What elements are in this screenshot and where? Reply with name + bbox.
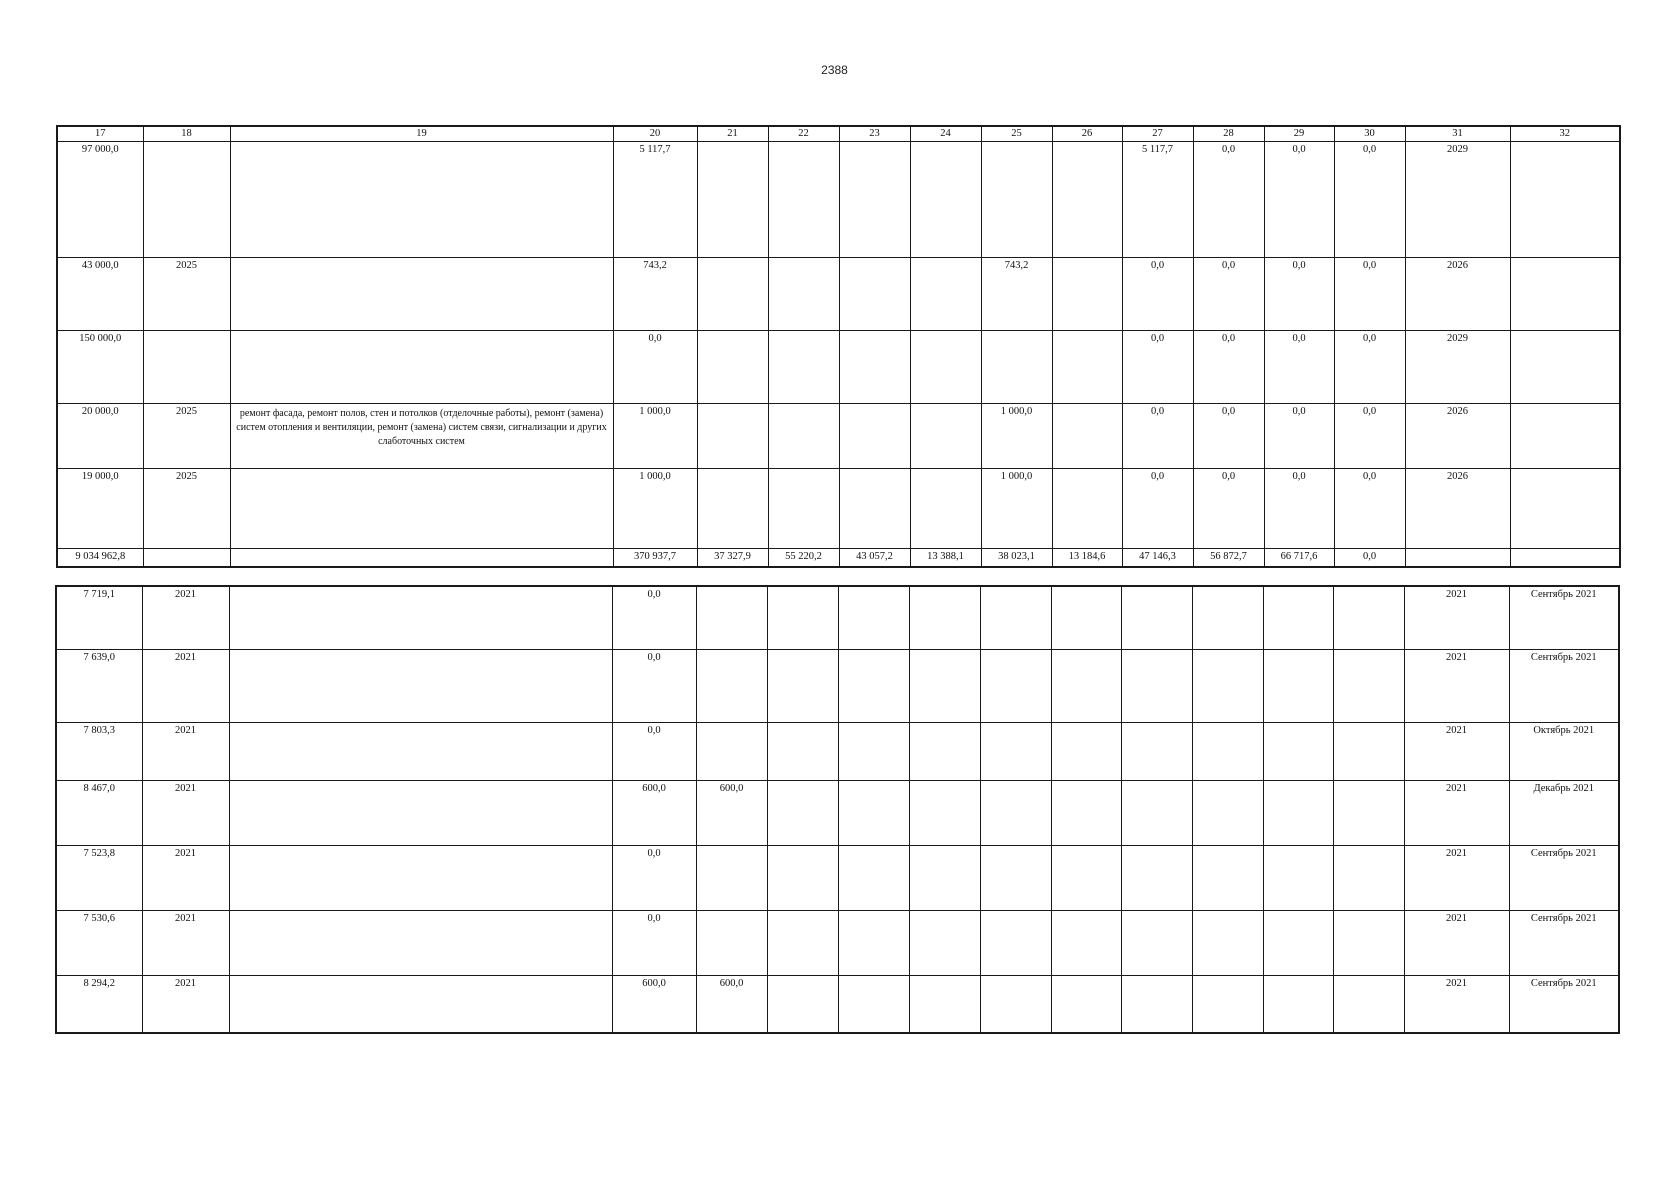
table-cell-col-25: 38 023,1 (981, 549, 1052, 567)
table-cell-col-25 (980, 649, 1051, 722)
column-number-20: 20 (613, 126, 697, 142)
table-cell-col-32: Сентябрь 2021 (1509, 975, 1619, 1033)
table-cell-col-29: 0,0 (1264, 469, 1334, 549)
bottom-table-row (56, 975, 1619, 1033)
table-cell-col-27 (1121, 780, 1192, 845)
table-cell-col-32: Сентябрь 2021 (1509, 910, 1619, 975)
table-cell-col-17: 7 530,6 (56, 910, 142, 975)
table-cell-col-31: 2021 (1404, 586, 1509, 649)
table-cell-col-28: 0,0 (1193, 142, 1264, 258)
table-cell-col-22 (768, 404, 839, 469)
table-cell-col-30 (1333, 649, 1404, 722)
table-cell-col-26: 13 184,6 (1052, 549, 1122, 567)
table-cell-col-19 (230, 549, 613, 567)
table-cell-col-25 (980, 975, 1051, 1033)
table-cell-col-20: 1 000,0 (613, 469, 697, 549)
bottom-table-row (56, 845, 1619, 910)
table-cell-col-23 (838, 649, 909, 722)
table-cell-col-21: 600,0 (696, 975, 767, 1033)
table-cell-col-23 (838, 975, 909, 1033)
table-cell-col-22 (767, 722, 838, 780)
table-cell-col-17: 7 803,3 (56, 722, 142, 780)
table-cell-col-29 (1263, 780, 1333, 845)
table-cell-col-24 (909, 975, 980, 1033)
table-cell-col-25: 1 000,0 (981, 404, 1052, 469)
table-cell-col-20: 600,0 (612, 780, 696, 845)
table-cell-col-17: 43 000,0 (57, 258, 143, 331)
bottom-table-row (56, 649, 1619, 722)
table-cell-col-26 (1052, 142, 1122, 258)
table-cell-col-30: 0,0 (1334, 404, 1405, 469)
table-cell-col-20: 1 000,0 (613, 404, 697, 469)
table-cell-col-31: 2021 (1404, 649, 1509, 722)
table-cell-col-26 (1052, 404, 1122, 469)
table-cell-col-26 (1052, 469, 1122, 549)
table-cell-col-31: 2029 (1405, 331, 1510, 404)
table-cell-col-20: 370 937,7 (613, 549, 697, 567)
table-cell-col-21 (696, 649, 767, 722)
table-cell-col-26 (1051, 722, 1121, 780)
table-cell-col-27: 0,0 (1122, 258, 1193, 331)
table-cell-col-32: Сентябрь 2021 (1509, 586, 1619, 649)
table-cell-col-31: 2026 (1405, 469, 1510, 549)
column-number-31: 31 (1405, 126, 1510, 142)
table-cell-col-17: 20 000,0 (57, 404, 143, 469)
table-cell-col-23 (839, 258, 910, 331)
column-number-29: 29 (1264, 126, 1334, 142)
table-cell-col-20: 5 117,7 (613, 142, 697, 258)
table-cell-col-21 (696, 722, 767, 780)
page-number: 2388 (821, 63, 848, 77)
bottom-table-row (56, 910, 1619, 975)
table-cell-col-28: 0,0 (1193, 331, 1264, 404)
table-cell-col-26 (1051, 910, 1121, 975)
table-cell-col-28: 0,0 (1193, 404, 1264, 469)
table-cell-col-31: 2021 (1404, 975, 1509, 1033)
table-cell-col-32 (1510, 469, 1620, 549)
table-cell-col-26 (1051, 586, 1121, 649)
table-cell-col-23 (838, 780, 909, 845)
table-cell-col-32: Сентябрь 2021 (1509, 845, 1619, 910)
table-cell-col-23 (838, 722, 909, 780)
column-number-32: 32 (1510, 126, 1620, 142)
table-cell-col-27: 0,0 (1122, 469, 1193, 549)
table-cell-col-23: 43 057,2 (839, 549, 910, 567)
table-cell-col-23 (839, 404, 910, 469)
table-cell-col-29 (1263, 910, 1333, 975)
table-cell-col-26 (1051, 780, 1121, 845)
table-cell-col-22 (767, 649, 838, 722)
table-cell-col-19 (229, 845, 612, 910)
column-number-18: 18 (143, 126, 230, 142)
table-cell-col-18: 2021 (142, 780, 229, 845)
table-cell-col-20: 0,0 (613, 331, 697, 404)
table-cell-col-30: 0,0 (1334, 469, 1405, 549)
table-cell-col-18: 2021 (142, 845, 229, 910)
table-cell-col-24 (910, 258, 981, 331)
table-cell-col-29: 0,0 (1264, 142, 1334, 258)
top-table-row (57, 469, 1620, 549)
table-cell-col-22 (767, 780, 838, 845)
table-cell-col-24 (909, 780, 980, 845)
table-cell-col-24: 13 388,1 (910, 549, 981, 567)
table-cell-col-30: 0,0 (1334, 142, 1405, 258)
table-cell-col-21 (697, 469, 768, 549)
table-cell-col-31: 2026 (1405, 258, 1510, 331)
table-cell-col-18: 2021 (142, 722, 229, 780)
table-cell-col-23 (838, 845, 909, 910)
table-cell-col-30 (1333, 586, 1404, 649)
table-cell-col-22 (767, 845, 838, 910)
table-cell-col-31: 2021 (1404, 845, 1509, 910)
table-cell-col-30: 0,0 (1334, 331, 1405, 404)
table-cell-col-32: Сентябрь 2021 (1509, 649, 1619, 722)
table-cell-col-25 (981, 142, 1052, 258)
table-cell-col-18: 2021 (142, 975, 229, 1033)
table-cell-col-27 (1121, 586, 1192, 649)
column-number-header (57, 126, 1620, 142)
table-cell-col-21: 37 327,9 (697, 549, 768, 567)
budget-table-top (56, 125, 1621, 568)
table-cell-col-18: 2025 (143, 404, 230, 469)
table-cell-col-28 (1192, 586, 1263, 649)
bottom-table-row (56, 722, 1619, 780)
table-cell-col-29 (1263, 722, 1333, 780)
table-cell-col-20: 0,0 (612, 586, 696, 649)
table-cell-col-24 (910, 142, 981, 258)
table-cell-col-17: 8 467,0 (56, 780, 142, 845)
table-cell-col-19 (230, 469, 613, 549)
top-table-row (57, 258, 1620, 331)
table-cell-col-28 (1192, 910, 1263, 975)
table-cell-col-19 (229, 649, 612, 722)
table-cell-col-22 (768, 142, 839, 258)
table-cell-col-26 (1051, 845, 1121, 910)
table-cell-col-21 (697, 404, 768, 469)
table-cell-col-24 (909, 845, 980, 910)
table-cell-col-27: 0,0 (1122, 404, 1193, 469)
table-cell-col-28 (1192, 845, 1263, 910)
table-cell-col-17: 19 000,0 (57, 469, 143, 549)
table-cell-col-19 (229, 780, 612, 845)
table-cell-col-27 (1121, 975, 1192, 1033)
table-cell-col-32 (1510, 331, 1620, 404)
table-cell-col-27: 0,0 (1122, 331, 1193, 404)
table-cell-col-20: 0,0 (612, 910, 696, 975)
table-cell-col-21 (696, 586, 767, 649)
table-cell-col-26 (1051, 649, 1121, 722)
table-cell-col-21 (697, 258, 768, 331)
table-cell-col-24 (909, 910, 980, 975)
table-cell-col-31: 2021 (1404, 780, 1509, 845)
table-cell-col-22 (768, 258, 839, 331)
table-cell-col-25: 1 000,0 (981, 469, 1052, 549)
table-cell-col-28: 0,0 (1193, 258, 1264, 331)
table-cell-col-30 (1333, 845, 1404, 910)
table-cell-col-29: 0,0 (1264, 331, 1334, 404)
budget-table-bottom (55, 585, 1620, 1034)
column-number-23: 23 (839, 126, 910, 142)
table-cell-col-18: 2025 (143, 469, 230, 549)
table-cell-col-28 (1192, 649, 1263, 722)
table-cell-col-28: 56 872,7 (1193, 549, 1264, 567)
table-cell-col-29 (1263, 586, 1333, 649)
table-cell-col-19 (230, 331, 613, 404)
column-number-21: 21 (697, 126, 768, 142)
table-cell-col-22 (767, 910, 838, 975)
table-cell-col-27: 47 146,3 (1122, 549, 1193, 567)
table-cell-col-32 (1510, 258, 1620, 331)
table-cell-col-27 (1121, 649, 1192, 722)
table-cell-col-32 (1510, 404, 1620, 469)
table-cell-col-19 (230, 258, 613, 331)
table-cell-col-21 (696, 845, 767, 910)
table-cell-col-19 (229, 975, 612, 1033)
table-cell-col-25 (980, 845, 1051, 910)
table-cell-col-18 (143, 331, 230, 404)
table-cell-col-24 (910, 469, 981, 549)
table-cell-col-20: 0,0 (612, 845, 696, 910)
table-cell-col-21 (697, 142, 768, 258)
table-cell-col-31: 2021 (1404, 722, 1509, 780)
table-cell-col-22 (767, 975, 838, 1033)
table-cell-col-32: Декабрь 2021 (1509, 780, 1619, 845)
table-cell-col-29: 66 717,6 (1264, 549, 1334, 567)
table-cell-col-29 (1263, 649, 1333, 722)
table-cell-col-30: 0,0 (1334, 549, 1405, 567)
table-cell-col-26 (1052, 258, 1122, 331)
table-cell-col-24 (910, 404, 981, 469)
table-cell-col-20: 600,0 (612, 975, 696, 1033)
bottom-table-row (56, 780, 1619, 845)
table-cell-col-31: 2026 (1405, 404, 1510, 469)
table-cell-col-22: 55 220,2 (768, 549, 839, 567)
table-cell-col-22 (768, 469, 839, 549)
top-table-row (57, 549, 1620, 567)
table-cell-col-20: 743,2 (613, 258, 697, 331)
top-table-row (57, 404, 1620, 469)
table-cell-col-25 (980, 780, 1051, 845)
table-cell-col-18: 2021 (142, 649, 229, 722)
table-cell-col-24 (909, 649, 980, 722)
table-cell-col-28 (1192, 780, 1263, 845)
table-cell-col-23 (838, 910, 909, 975)
table-cell-col-29 (1263, 845, 1333, 910)
table-cell-col-27 (1121, 845, 1192, 910)
top-table-row (57, 331, 1620, 404)
table-cell-col-28 (1192, 975, 1263, 1033)
table-cell-col-30: 0,0 (1334, 258, 1405, 331)
table-cell-col-22 (767, 586, 838, 649)
column-number-25: 25 (981, 126, 1052, 142)
table-cell-col-17: 97 000,0 (57, 142, 143, 258)
table-cell-col-24 (909, 586, 980, 649)
table-cell-col-23 (839, 469, 910, 549)
table-cell-col-25 (981, 331, 1052, 404)
table-cell-col-25 (980, 586, 1051, 649)
table-cell-col-27: 5 117,7 (1122, 142, 1193, 258)
table-cell-col-18 (143, 142, 230, 258)
column-number-30: 30 (1334, 126, 1405, 142)
column-number-17: 17 (57, 126, 143, 142)
table-cell-col-17: 7 719,1 (56, 586, 142, 649)
column-number-27: 27 (1122, 126, 1193, 142)
column-number-26: 26 (1052, 126, 1122, 142)
table-cell-col-18: 2021 (142, 586, 229, 649)
table-cell-col-32 (1510, 549, 1620, 567)
bottom-table-row (56, 586, 1619, 649)
table-cell-col-27 (1121, 910, 1192, 975)
table-cell-col-18: 2021 (142, 910, 229, 975)
table-cell-col-29 (1263, 975, 1333, 1033)
table-cell-col-23 (839, 142, 910, 258)
table-cell-col-18 (143, 549, 230, 567)
table-cell-col-29: 0,0 (1264, 404, 1334, 469)
table-cell-col-17: 8 294,2 (56, 975, 142, 1033)
column-number-28: 28 (1193, 126, 1264, 142)
table-cell-col-17: 7 523,8 (56, 845, 142, 910)
table-cell-col-19 (229, 910, 612, 975)
table-cell-col-32 (1510, 142, 1620, 258)
table-cell-col-30 (1333, 975, 1404, 1033)
table-cell-col-17: 150 000,0 (57, 331, 143, 404)
table-cell-col-32: Октябрь 2021 (1509, 722, 1619, 780)
table-cell-col-25 (980, 910, 1051, 975)
table-cell-col-27 (1121, 722, 1192, 780)
table-cell-col-31 (1405, 549, 1510, 567)
table-cell-col-29: 0,0 (1264, 258, 1334, 331)
table-cell-col-30 (1333, 780, 1404, 845)
table-cell-col-25: 743,2 (981, 258, 1052, 331)
table-cell-col-26 (1051, 975, 1121, 1033)
table-cell-col-22 (768, 331, 839, 404)
column-number-24: 24 (910, 126, 981, 142)
column-number-22: 22 (768, 126, 839, 142)
table-cell-col-19: ремонт фасада, ремонт полов, стен и потолков (отделочные работы), ремонт (замена) систем отопления и вентиляции, ремонт (замена) систем связи, сигнализации и других слаботочных систем (230, 404, 613, 469)
table-cell-col-28 (1192, 722, 1263, 780)
table-cell-col-31: 2021 (1404, 910, 1509, 975)
table-cell-col-20: 0,0 (612, 649, 696, 722)
table-cell-col-18: 2025 (143, 258, 230, 331)
table-cell-col-19 (230, 142, 613, 258)
table-cell-col-30 (1333, 910, 1404, 975)
top-table-row (57, 142, 1620, 258)
table-cell-col-17: 9 034 962,8 (57, 549, 143, 567)
table-cell-col-24 (909, 722, 980, 780)
column-number-19: 19 (230, 126, 613, 142)
table-cell-col-31: 2029 (1405, 142, 1510, 258)
table-cell-col-26 (1052, 331, 1122, 404)
table-cell-col-21: 600,0 (696, 780, 767, 845)
table-cell-col-24 (910, 331, 981, 404)
table-cell-col-28: 0,0 (1193, 469, 1264, 549)
table-cell-col-19 (229, 586, 612, 649)
table-cell-col-21 (696, 910, 767, 975)
table-cell-col-19 (229, 722, 612, 780)
table-cell-col-17: 7 639,0 (56, 649, 142, 722)
table-cell-col-30 (1333, 722, 1404, 780)
table-cell-col-23 (839, 331, 910, 404)
table-cell-col-21 (697, 331, 768, 404)
table-cell-col-20: 0,0 (612, 722, 696, 780)
table-cell-col-23 (838, 586, 909, 649)
table-cell-col-25 (980, 722, 1051, 780)
